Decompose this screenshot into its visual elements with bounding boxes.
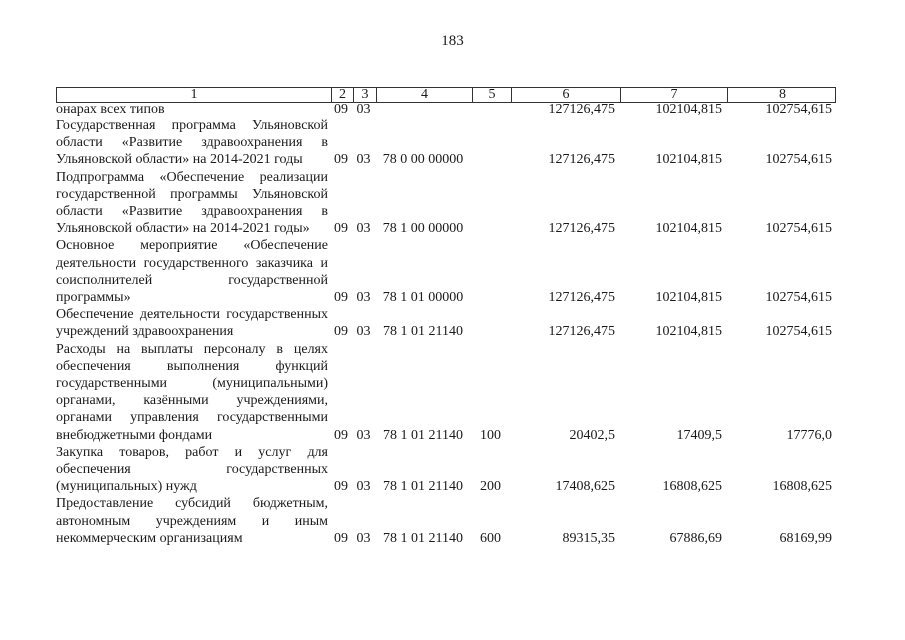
- row-target-article: 78 0 00 00000: [382, 152, 464, 168]
- row-value-col6: 127126,475: [548, 221, 615, 237]
- table-header: [56, 87, 836, 103]
- column-header: 1: [190, 87, 198, 102]
- row-value-col6: 20402,5: [569, 427, 615, 443]
- table-row: [56, 341, 836, 444]
- row-value-col8: 102754,615: [765, 102, 832, 117]
- row-value-col8: 17776,0: [786, 427, 832, 443]
- row-name: Основное мероприятие «Обеспечение деятельности государственного заказчика и соисполнителей государственной программы»: [56, 238, 328, 306]
- table-row: [56, 103, 836, 117]
- row-value-col6: 127126,475: [548, 102, 615, 117]
- row-value-col6: 127126,475: [548, 324, 615, 340]
- row-name: Расходы на выплаты персоналу в целях обеспечения выполнения функций государственными (муниципальными) органами, казёнными учреждениями, органами управления государственными внебюджетными фондами: [56, 341, 328, 443]
- row-value-col6: 127126,475: [548, 152, 615, 168]
- row-name: Государственная программа Ульяновской области «Развитие здравоохранения в Ульяновской области» на 2014-2021 годы: [56, 118, 328, 168]
- row-value-col7: 102104,815: [655, 221, 722, 237]
- row-value-col8: 16808,625: [772, 479, 832, 495]
- column-header: 7: [620, 88, 727, 102]
- row-value-col6: 17408,625: [555, 479, 615, 495]
- column-header: 5: [472, 88, 511, 102]
- row-subsection: 03: [356, 152, 371, 168]
- page-number: 183: [441, 33, 464, 49]
- row-subsection: 03: [356, 221, 371, 237]
- row-subsection: 03: [356, 290, 371, 306]
- row-target-article: 78 1 01 21140: [383, 479, 463, 495]
- row-value-col7: 102104,815: [655, 152, 722, 168]
- row-expense-type: 600: [480, 530, 501, 546]
- budget-table: [56, 87, 836, 547]
- row-target-article: 78 1 01 21140: [383, 427, 463, 443]
- row-name: Закупка товаров, работ и услуг для обеспечения государственных (муниципальных) нужд: [56, 444, 328, 495]
- table-row: [56, 237, 836, 306]
- column-header: 3: [353, 88, 376, 102]
- column-header: 2: [331, 88, 353, 102]
- table-row: [56, 169, 836, 238]
- row-subsection: 03: [356, 427, 371, 443]
- row-target-article: 78 1 01 21140: [383, 530, 463, 546]
- row-subsection: 03: [356, 530, 371, 546]
- column-header: 6: [511, 88, 620, 102]
- row-value-col8: 102754,615: [765, 152, 832, 168]
- row-value-col7: 102104,815: [655, 290, 722, 306]
- table-row: [56, 306, 836, 340]
- row-section: 09: [334, 221, 348, 237]
- row-value-col8: 68169,99: [779, 530, 832, 546]
- row-subsection: 03: [356, 479, 371, 495]
- row-name: онарах всех типов: [56, 102, 165, 117]
- row-section: 09: [334, 152, 348, 168]
- row-value-col7: 102104,815: [655, 102, 722, 117]
- row-value-col7: 102104,815: [655, 324, 722, 340]
- row-value-col8: 102754,615: [765, 324, 832, 340]
- row-section: 09: [334, 290, 348, 306]
- row-section: 09: [334, 530, 348, 546]
- row-subsection: 03: [356, 102, 371, 117]
- column-header: 8: [727, 88, 837, 102]
- row-section: 09: [334, 324, 348, 340]
- row-value-col7: 67886,69: [669, 530, 722, 546]
- row-name: Обеспечение деятельности государственных учреждений здравоохранения: [56, 307, 328, 340]
- row-value-col6: 89315,35: [562, 530, 615, 546]
- table-row: [56, 117, 836, 169]
- row-value-col8: 102754,615: [765, 221, 832, 237]
- row-name: Предоставление субсидий бюджетным, автономным учреждениям и иным некоммерческим организациям: [56, 496, 328, 546]
- row-expense-type: 100: [480, 427, 501, 443]
- row-section: 09: [334, 102, 348, 117]
- row-section: 09: [334, 427, 348, 443]
- row-subsection: 03: [356, 324, 371, 340]
- row-target-article: 78 1 01 00000: [382, 290, 464, 306]
- row-section: 09: [334, 479, 348, 495]
- row-target-article: 78 1 01 21140: [383, 324, 463, 340]
- table-row: [56, 495, 836, 547]
- column-header: 4: [376, 88, 472, 102]
- row-value-col7: 16808,625: [662, 479, 722, 495]
- row-expense-type: 200: [480, 479, 501, 495]
- row-value-col8: 102754,615: [765, 290, 832, 306]
- table-row: [56, 444, 836, 496]
- row-name: Подпрограмма «Обеспечение реализации государственной программы Ульяновской области «Развитие здравоохранения в Ульяновской области» на 2014-2021 годы»: [56, 169, 328, 237]
- row-target-article: 78 1 00 00000: [382, 221, 464, 237]
- row-value-col6: 127126,475: [548, 290, 615, 306]
- row-value-col7: 17409,5: [676, 427, 722, 443]
